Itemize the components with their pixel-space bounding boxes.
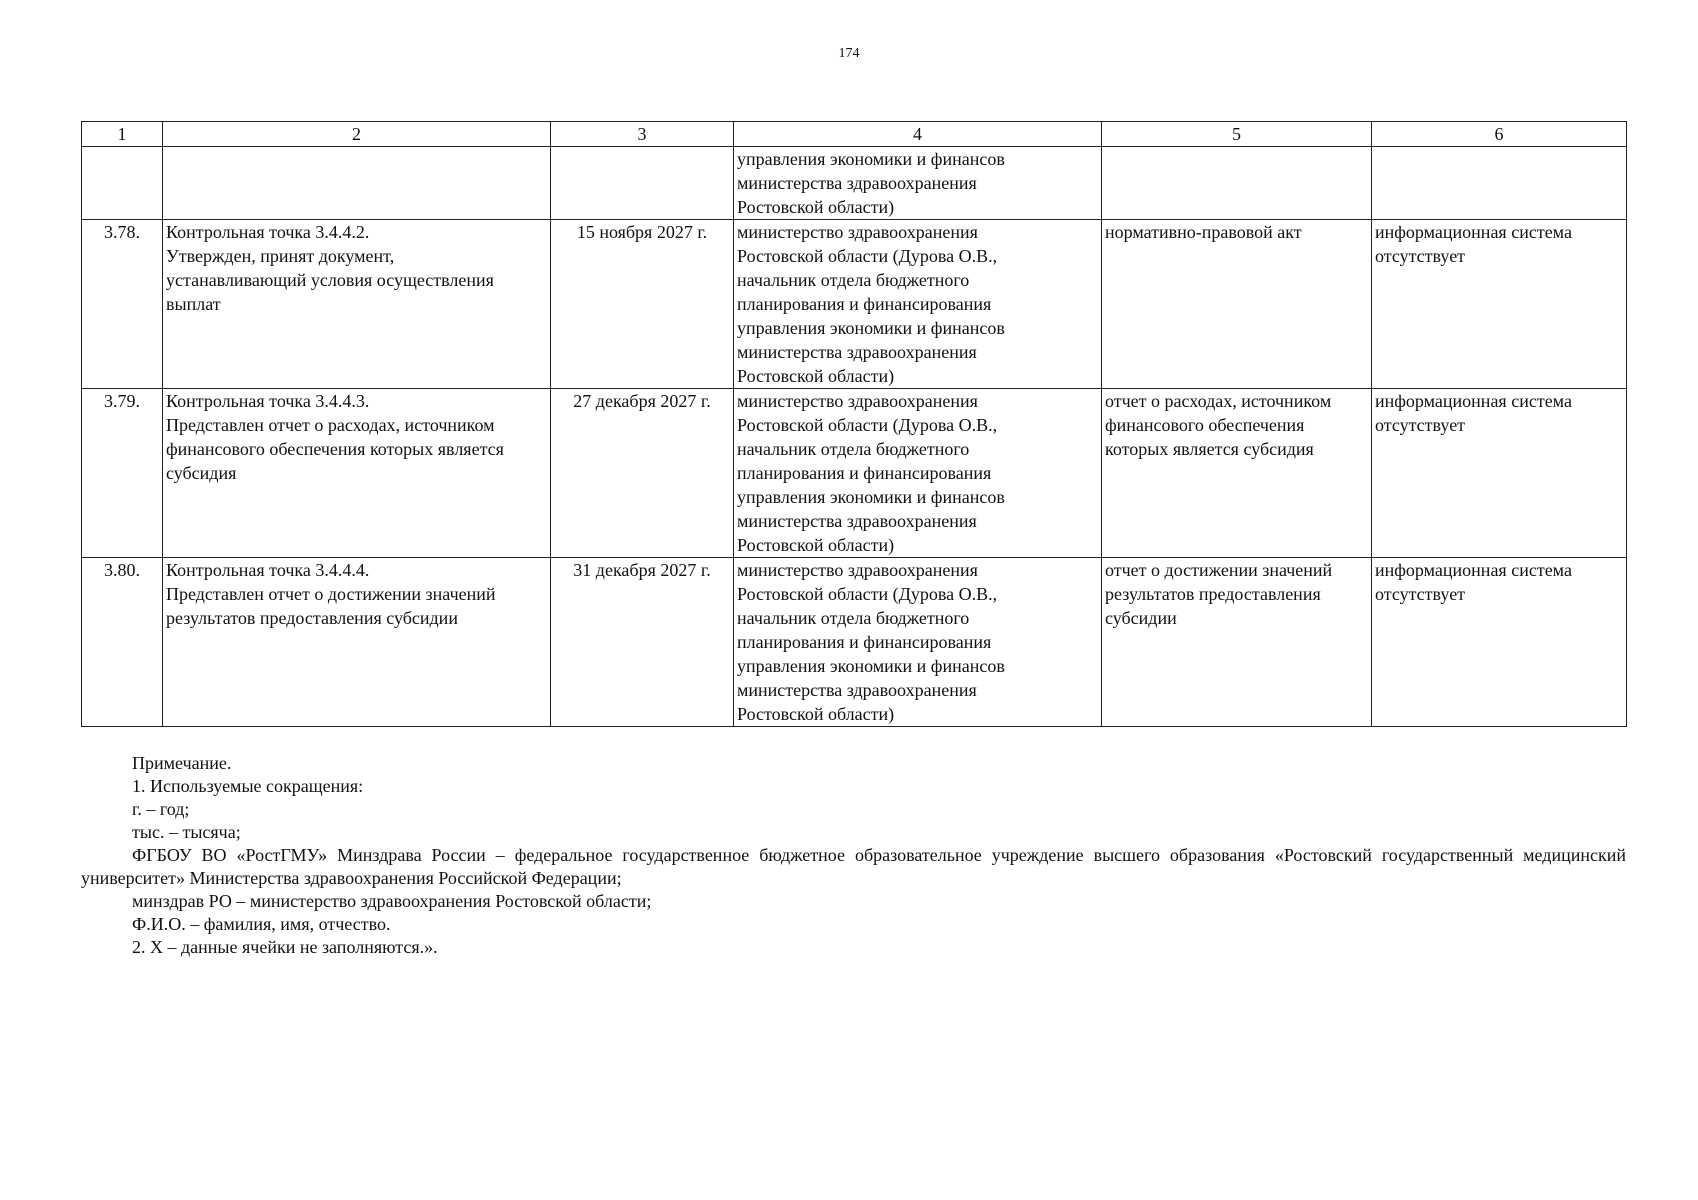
- cell-line: отсутствует: [1375, 246, 1466, 266]
- column-header-3: 3: [551, 122, 734, 147]
- table-row: [82, 558, 1627, 727]
- abbreviation-university: ФГБОУ ВО «РостГМУ» Минздрава России – федеральное государственное бюджетное образовательное учреждение высшего образования «Ростовский государственный медицинский университет» Министерства здравоохранения Российской Федерации;: [81, 845, 1626, 888]
- cell-line: Представлен отчет о расходах, источником: [166, 415, 495, 435]
- cell-line: министерства здравоохранения: [737, 342, 977, 362]
- table-row-continuation: [82, 147, 1627, 220]
- cell-line: министерства здравоохранения: [737, 173, 977, 193]
- cell-line: нормативно-правовой акт: [1105, 222, 1302, 242]
- cell-responsible: [734, 220, 1102, 389]
- cell-line: начальник отдела бюджетного: [737, 270, 970, 290]
- cell-empty: [1372, 147, 1627, 220]
- cell-line: начальник отдела бюджетного: [737, 608, 970, 628]
- cell-line: финансового обеспечения которых является: [166, 439, 504, 459]
- cell-empty: [82, 147, 163, 220]
- cell-number: 3.80.: [82, 558, 163, 727]
- table-row: [82, 389, 1627, 558]
- notes-title: Примечание.: [132, 753, 232, 773]
- column-header-4: 4: [734, 122, 1102, 147]
- column-header-2: 2: [163, 122, 551, 147]
- abbreviation-thousand: тыс. – тысяча;: [132, 822, 241, 842]
- page-number: 174: [838, 46, 860, 61]
- cell-line: министерство здравоохранения: [737, 222, 978, 242]
- cell-line: министерства здравоохранения: [737, 511, 977, 531]
- cell-line: министерства здравоохранения: [737, 680, 977, 700]
- abbreviation-ministry: минздрав РО – министерство здравоохранения Ростовской области;: [132, 891, 652, 911]
- cell-date: 27 декабря 2027 г.: [551, 389, 734, 558]
- cell-line: планирования и финансирования: [737, 463, 992, 483]
- cell-line: информационная система: [1375, 391, 1572, 411]
- cell-control-point: [163, 220, 551, 389]
- cell-responsible: [734, 558, 1102, 727]
- cell-line: Представлен отчет о достижении значений: [166, 584, 496, 604]
- cell-number: 3.79.: [82, 389, 163, 558]
- cell-line: Контрольная точка 3.4.4.2.: [166, 222, 370, 242]
- cell-number: 3.78.: [82, 220, 163, 389]
- cell-line: результатов предоставления субсидии: [166, 608, 458, 628]
- cell-info-system: [1372, 558, 1627, 727]
- cell-line: отчет о достижении значений: [1105, 560, 1333, 580]
- abbreviation-fio: Ф.И.О. – фамилия, имя, отчество.: [132, 914, 391, 934]
- cell-line: управления экономики и финансов: [737, 487, 1005, 507]
- cell-line: которых является субсидия: [1105, 439, 1314, 459]
- cell-document-type: [1102, 389, 1372, 558]
- cell-control-point: [163, 389, 551, 558]
- cell-control-point: [163, 558, 551, 727]
- cell-line: отсутствует: [1375, 415, 1466, 435]
- cell-line: начальник отдела бюджетного: [737, 439, 970, 459]
- notes-item-abbreviations: 1. Используемые сокращения:: [132, 776, 364, 796]
- cell-line: финансового обеспечения: [1105, 415, 1305, 435]
- cell-empty: [163, 147, 551, 220]
- cell-responsible: [734, 147, 1102, 220]
- cell-line: Ростовской области): [737, 197, 895, 217]
- cell-info-system: [1372, 220, 1627, 389]
- cell-line: отсутствует: [1375, 584, 1466, 604]
- cell-line: Ростовской области): [737, 535, 895, 555]
- cell-line: результатов предоставления: [1105, 584, 1321, 604]
- cell-line: отчет о расходах, источником: [1105, 391, 1332, 411]
- cell-line: выплат: [166, 294, 221, 314]
- cell-empty: [551, 147, 734, 220]
- cell-date: 31 декабря 2027 г.: [551, 558, 734, 727]
- cell-line: информационная система: [1375, 222, 1572, 242]
- cell-line: Контрольная точка 3.4.4.3.: [166, 391, 370, 411]
- cell-line: управления экономики и финансов: [737, 149, 1005, 169]
- notes-section: [81, 752, 1626, 959]
- cell-line: управления экономики и финансов: [737, 656, 1005, 676]
- cell-line: Ростовской области (Дурова О.В.,: [737, 415, 998, 435]
- cell-document-type: [1102, 558, 1372, 727]
- cell-line: Утвержден, принят документ,: [166, 246, 395, 266]
- cell-line: министерство здравоохранения: [737, 391, 978, 411]
- cell-line: Ростовской области (Дурова О.В.,: [737, 246, 998, 266]
- cell-line: устанавливающий условия осуществления: [166, 270, 494, 290]
- cell-info-system: [1372, 389, 1627, 558]
- table-header-row: [82, 122, 1627, 147]
- cell-document-type: [1102, 220, 1372, 389]
- control-points-table: [81, 121, 1627, 727]
- cell-line: Ростовской области (Дурова О.В.,: [737, 584, 998, 604]
- column-header-1: 1: [82, 122, 163, 147]
- cell-line: Контрольная точка 3.4.4.4.: [166, 560, 370, 580]
- notes-item-empty-cells: 2. Х – данные ячейки не заполняются.».: [132, 937, 438, 957]
- cell-empty: [1102, 147, 1372, 220]
- abbreviation-year: г. – год;: [132, 799, 190, 819]
- column-header-6: 6: [1372, 122, 1627, 147]
- table-row: [82, 220, 1627, 389]
- cell-line: министерство здравоохранения: [737, 560, 978, 580]
- cell-line: информационная система: [1375, 560, 1572, 580]
- cell-line: планирования и финансирования: [737, 294, 992, 314]
- cell-line: планирования и финансирования: [737, 632, 992, 652]
- cell-line: Ростовской области): [737, 366, 895, 386]
- cell-date: 15 ноября 2027 г.: [551, 220, 734, 389]
- cell-line: управления экономики и финансов: [737, 318, 1005, 338]
- cell-responsible: [734, 389, 1102, 558]
- cell-line: субсидия: [166, 463, 237, 483]
- column-header-5: 5: [1102, 122, 1372, 147]
- cell-line: Ростовской области): [737, 704, 895, 724]
- cell-line: субсидии: [1105, 608, 1177, 628]
